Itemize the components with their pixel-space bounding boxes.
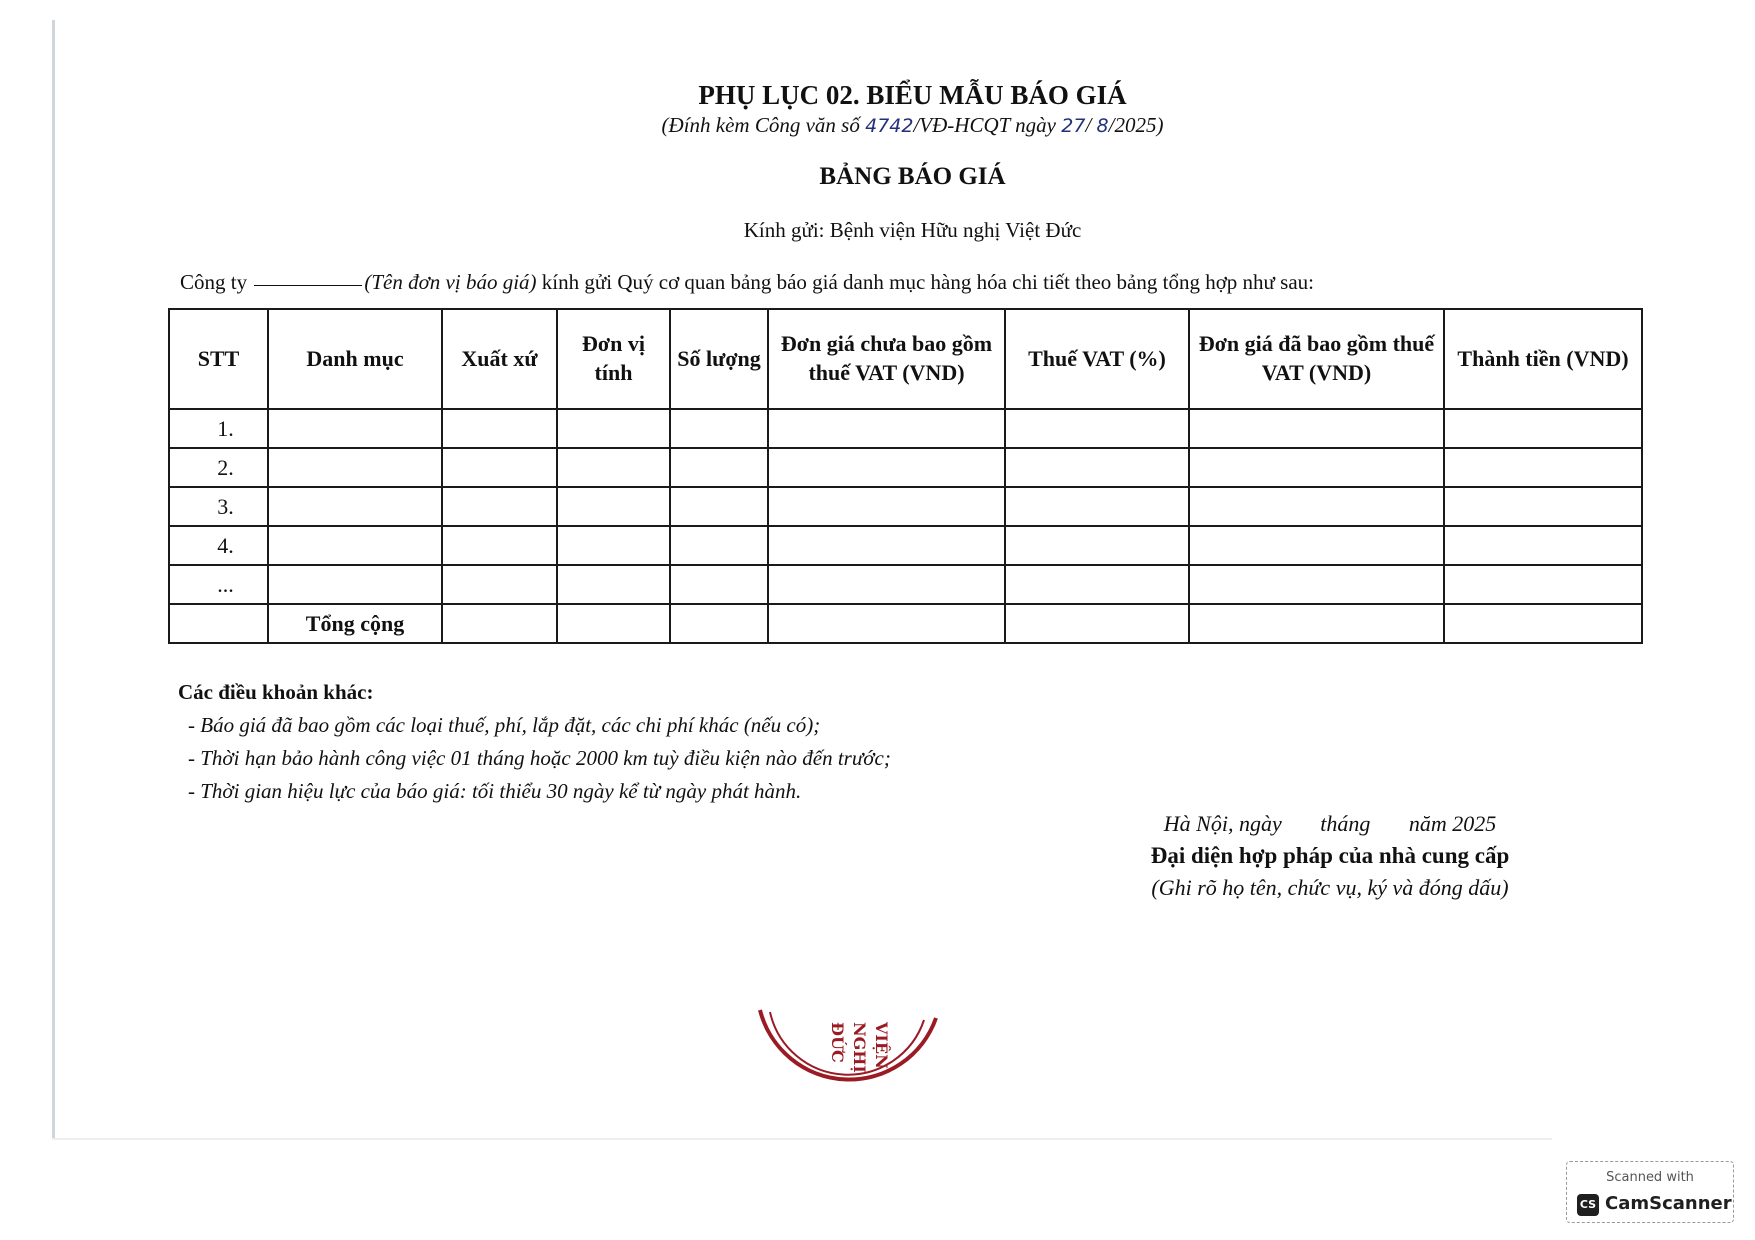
intro-rest: kính gửi Quý cơ quan bảng báo giá danh mục hàng hóa chi tiết theo bảng tổng hợp như sau: (536, 270, 1315, 294)
cell-stt-empty (169, 604, 268, 643)
cell-price-incl-vat (1189, 409, 1444, 448)
table-row (169, 409, 1642, 448)
cell-price-excl-vat (768, 448, 1005, 487)
seal-text: ĐỨC (828, 1022, 847, 1063)
appendix-subtitle (0, 113, 1755, 138)
term-item: - Báo giá đã bao gồm các loại thuế, phí, lắp đặt, các chi phí khác (nếu có); (188, 713, 821, 737)
cell-origin (442, 604, 557, 643)
cell-amount (1444, 448, 1642, 487)
cell-price-excl-vat (768, 487, 1005, 526)
cell-quantity (670, 448, 768, 487)
row-number: 4. (169, 526, 268, 565)
cell-price-excl-vat (768, 565, 1005, 604)
cell-quantity (670, 526, 768, 565)
cell-origin (442, 409, 557, 448)
page-bottom-edge (52, 1138, 1552, 1140)
quotation-table (168, 308, 1643, 644)
col-header-amount: Thành tiền (VND) (1444, 309, 1642, 409)
cell-origin (442, 448, 557, 487)
cell-amount (1444, 409, 1642, 448)
cell-item (268, 565, 442, 604)
cell-price-excl-vat (768, 409, 1005, 448)
table-row (169, 526, 1642, 565)
cell-vat-rate (1005, 526, 1189, 565)
cell-amount (1444, 565, 1642, 604)
row-number: 3. (169, 487, 268, 526)
cell-price-incl-vat (1189, 565, 1444, 604)
cell-vat-rate (1005, 565, 1189, 604)
table-row (169, 565, 1642, 604)
signature-role: Đại diện hợp pháp của nhà cung cấp (1150, 843, 1510, 868)
seal-text: NGHỊ (850, 1022, 869, 1073)
row-number: 2. (169, 448, 268, 487)
cell-vat-rate (1005, 604, 1189, 643)
scanner-caption: Scanned with (1606, 1170, 1694, 1185)
camscanner-logo-icon: CS (1577, 1194, 1599, 1216)
cell-item (268, 526, 442, 565)
col-header-stt: STT (169, 309, 268, 409)
subtitle-suffix: /2025) (1108, 113, 1164, 137)
company-name-blank (254, 271, 362, 286)
appendix-title: PHỤ LỤC 02. BIỂU MẪU BÁO GIÁ (698, 80, 1127, 110)
cell-price-excl-vat (768, 526, 1005, 565)
cell-quantity (670, 604, 768, 643)
cell-amount (1444, 487, 1642, 526)
cell-unit (557, 409, 670, 448)
cell-item (268, 448, 442, 487)
table-row (169, 448, 1642, 487)
cell-price-incl-vat (1189, 604, 1444, 643)
row-number: 1. (169, 409, 268, 448)
seal-text: VIỆN (872, 1022, 891, 1069)
col-header-origin: Xuất xứ (442, 309, 557, 409)
company-placeholder: (Tên đơn vị báo giá) (364, 270, 537, 294)
terms-heading: Các điều khoản khác: (178, 680, 374, 704)
cell-quantity (670, 409, 768, 448)
cell-origin (442, 565, 557, 604)
cell-price-incl-vat (1189, 487, 1444, 526)
total-label: Tổng cộng (268, 604, 442, 643)
cell-origin (442, 487, 557, 526)
cell-unit (557, 487, 670, 526)
row-number: ... (169, 565, 268, 604)
company-prefix: Công ty (180, 270, 253, 294)
cell-amount (1444, 526, 1642, 565)
subtitle-mid: /VĐ-HCQT ngày (913, 113, 1062, 137)
subtitle-separator: / (1085, 113, 1097, 137)
cell-price-incl-vat (1189, 448, 1444, 487)
col-header-price-incl-vat: Đơn giá đã bao gồm thuế VAT (VND) (1189, 309, 1444, 409)
term-item: - Thời gian hiệu lực của báo giá: tối thiểu 30 ngày kể từ ngày phát hành. (188, 779, 802, 803)
cell-vat-rate (1005, 487, 1189, 526)
col-header-unit: Đơn vị tính (557, 309, 670, 409)
col-header-vat-rate: Thuế VAT (%) (1005, 309, 1189, 409)
col-header-price-excl-vat: Đơn giá chưa bao gồm thuế VAT (VND) (768, 309, 1005, 409)
signature-note: (Ghi rõ họ tên, chức vụ, ký và đóng dấu) (1151, 875, 1509, 900)
cell-amount (1444, 604, 1642, 643)
red-seal-stamp (748, 1000, 948, 1120)
table-header-row (169, 309, 1642, 409)
cell-unit (557, 565, 670, 604)
cell-price-incl-vat (1189, 526, 1444, 565)
cell-vat-rate (1005, 448, 1189, 487)
col-header-item: Danh mục (268, 309, 442, 409)
cell-vat-rate (1005, 409, 1189, 448)
handwritten-day: 27 (1061, 115, 1086, 137)
cell-item (268, 409, 442, 448)
table-row (169, 487, 1642, 526)
camscanner-watermark (1566, 1161, 1734, 1223)
cell-quantity (670, 487, 768, 526)
camscanner-brand: CamScanner (1605, 1193, 1732, 1214)
cell-origin (442, 526, 557, 565)
cell-price-excl-vat (768, 604, 1005, 643)
cell-item (268, 487, 442, 526)
recipient-line: Kính gửi: Bệnh viện Hữu nghị Việt Đức (743, 218, 1082, 242)
cell-unit (557, 448, 670, 487)
cell-quantity (670, 565, 768, 604)
table-total-row (169, 604, 1642, 643)
cell-unit (557, 604, 670, 643)
handwritten-doc-number: 4742 (865, 115, 914, 137)
intro-paragraph (180, 270, 1680, 295)
handwritten-month: 8 (1096, 115, 1109, 137)
cell-unit (557, 526, 670, 565)
signature-place-date: Hà Nội, ngày tháng năm 2025 (1163, 811, 1497, 836)
quotation-heading: BẢNG BÁO GIÁ (819, 163, 1006, 190)
subtitle-prefix: (Đính kèm Công văn số (661, 113, 866, 137)
col-header-quantity: Số lượng (670, 309, 768, 409)
term-item: - Thời hạn bảo hành công việc 01 tháng hoặc 2000 km tuỳ điều kiện nào đến trước; (188, 746, 891, 770)
